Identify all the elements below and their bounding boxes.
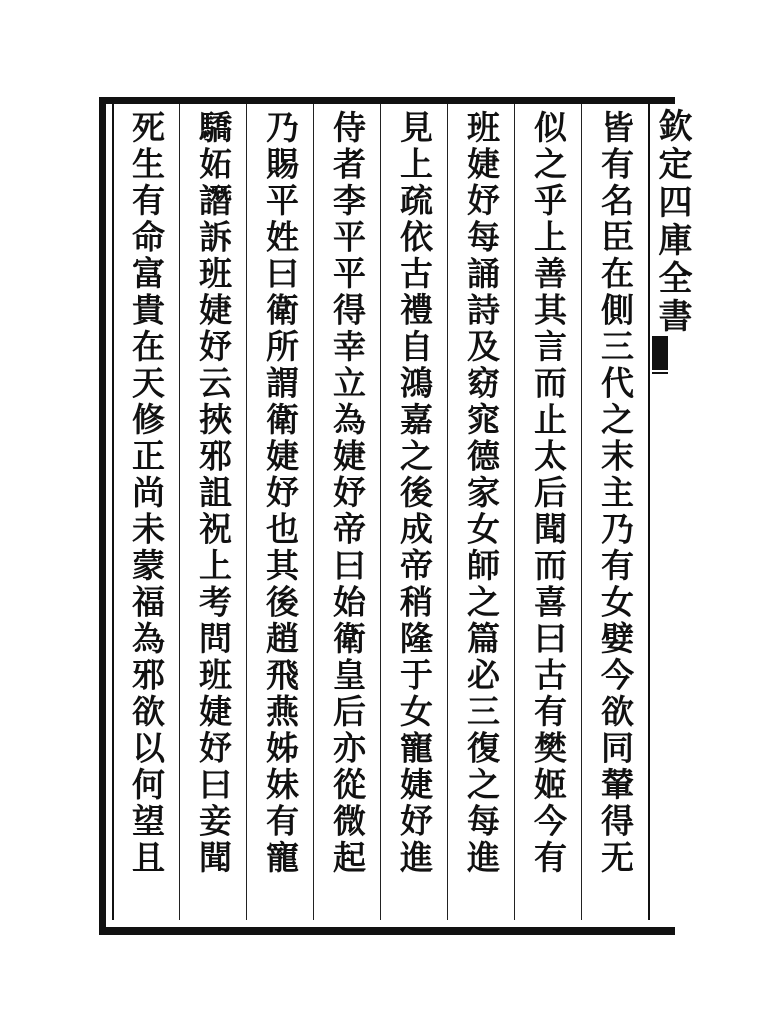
column-text: 皆有名臣在側三代之末主乃有女嬖今欲同輦得无 <box>596 110 635 877</box>
text-column-7 <box>179 104 246 920</box>
column-text: 班婕妤每誦詩及窈窕德家女師之篇必三復之每進 <box>462 110 501 877</box>
column-text: 死生有命富貴在天修正尚未蒙福為邪欲以何望且 <box>127 110 166 877</box>
column-text: 驕妬譖訴班婕妤云挾邪詛祝上考問班婕妤曰妾聞 <box>194 110 233 877</box>
text-column-1 <box>581 104 648 920</box>
text-block <box>112 104 650 920</box>
text-column-6 <box>246 104 313 920</box>
text-column-4 <box>380 104 447 920</box>
margin-header: 欽定四庫全書 <box>652 108 692 336</box>
column-text: 見上疏依古禮自鴻嘉之後成帝稍隆于女寵婕妤進 <box>395 110 434 877</box>
fold-margin <box>652 104 692 920</box>
text-column-5 <box>313 104 380 920</box>
text-column-2 <box>514 104 581 920</box>
fishtail-rule <box>652 372 668 374</box>
column-text: 侍者李平平得幸立為婕妤帝曰始衛皇后亦從微起 <box>328 110 367 877</box>
column-text: 似之乎上善其言而止太后聞而喜曰古有樊姬今有 <box>529 110 568 877</box>
text-column-8 <box>113 104 179 920</box>
column-text: 乃賜平姓曰衛所謂衛婕妤也其後趙飛燕姊妹有寵 <box>261 110 300 877</box>
text-column-3 <box>447 104 514 920</box>
fishtail-mark <box>652 336 668 370</box>
